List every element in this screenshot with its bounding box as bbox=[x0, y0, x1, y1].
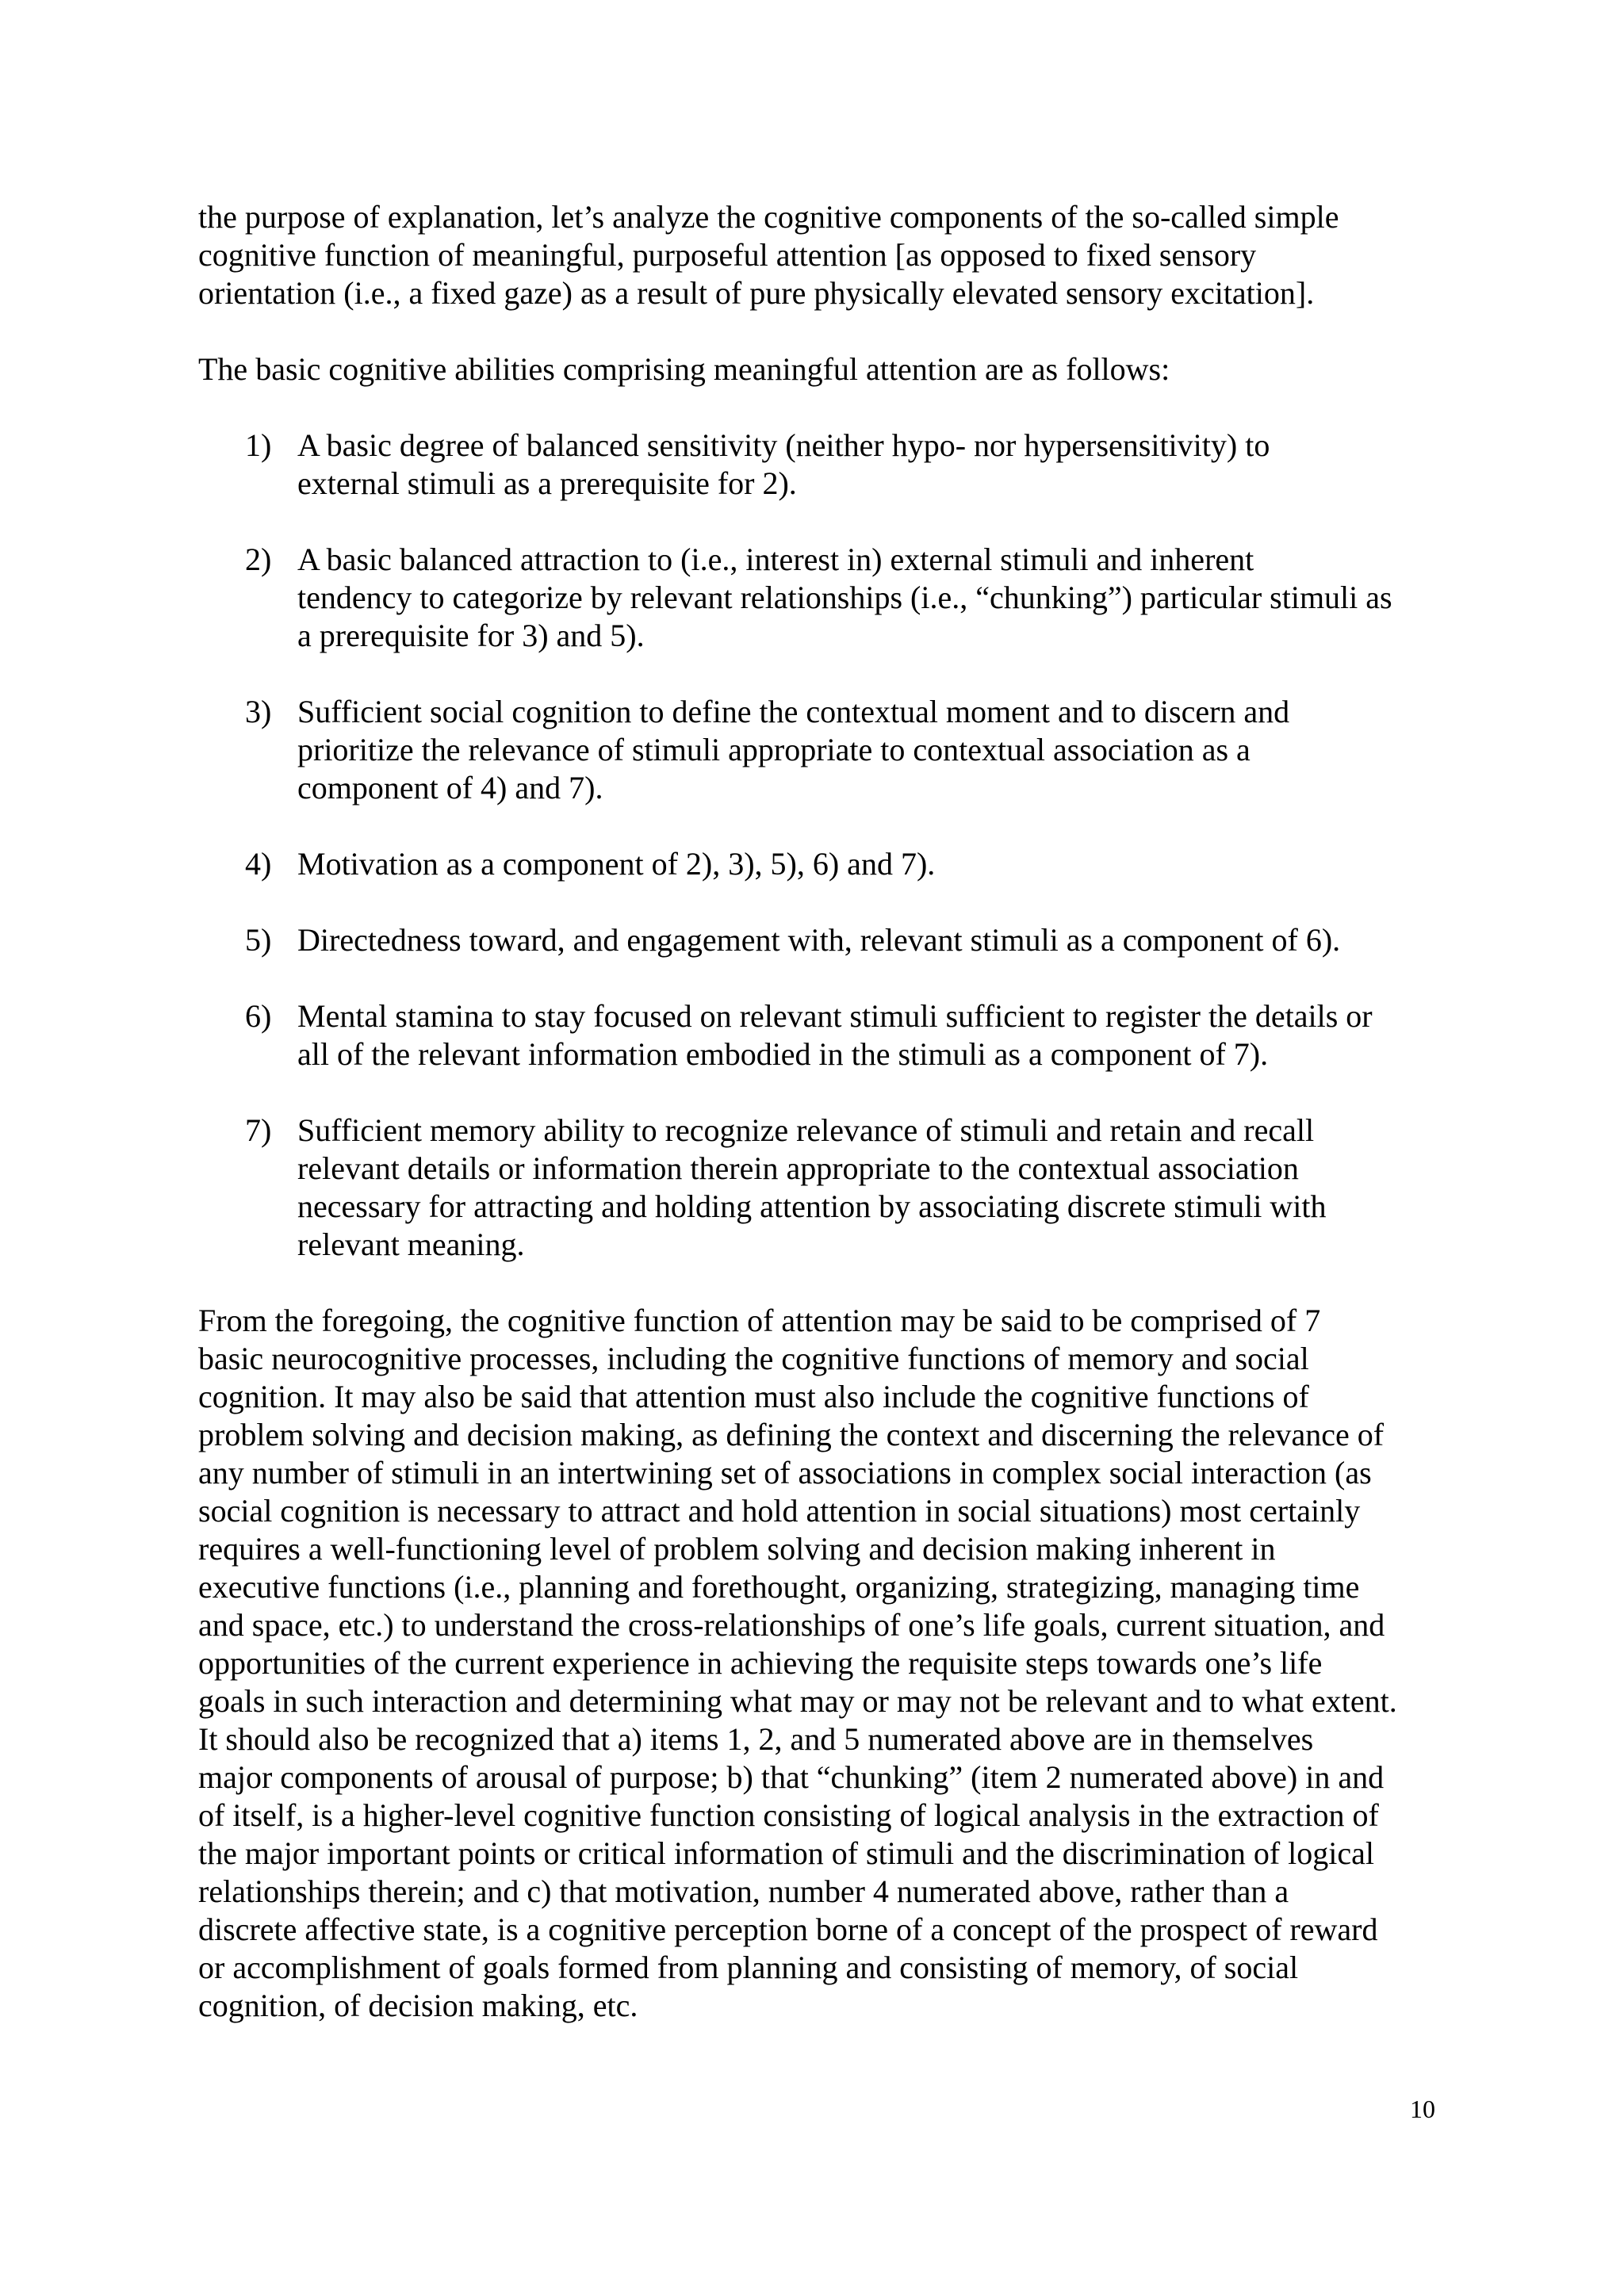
conclusion-line: cognition. It may also be said that attention must also include the cognitive functions of bbox=[198, 1379, 1309, 1414]
conclusion-line: discrete affective state, is a cognitive perception borne of a concept of the prospect of reward bbox=[198, 1911, 1378, 1947]
conclusion-line: It should also be recognized that a) items 1, 2, and 5 numerated above are in themselves bbox=[198, 1721, 1314, 1757]
page-body bbox=[198, 198, 1483, 2025]
list-item-text: Sufficient social cognition to define the contextual moment and to discern and bbox=[297, 694, 1290, 729]
list-item-line: all of the relevant information embodied in the stimuli as a component of 7). bbox=[297, 1036, 1269, 1072]
paragraph-gap bbox=[198, 1073, 1483, 1112]
intro-line: cognitive function of meaningful, purposeful attention [as opposed to fixed sensory bbox=[198, 237, 1257, 273]
paragraph-gap bbox=[198, 807, 1483, 845]
intro-line: the purpose of explanation, let’s analyze the cognitive components of the so-called simple bbox=[198, 199, 1339, 235]
list-item-line: prioritize the relevance of stimuli appropriate to contextual association as a bbox=[297, 732, 1251, 767]
conclusion-line: opportunities of the current experience in achieving the requisite steps towards one’s life bbox=[198, 1645, 1323, 1681]
paragraph-gap bbox=[198, 883, 1483, 921]
list-lead-line: The basic cognitive abilities comprising meaningful attention are as follows: bbox=[198, 351, 1170, 387]
list-item-text: Motivation as a component of 2), 3), 5), 6) and 7). bbox=[297, 846, 936, 882]
conclusion-line: major components of arousal of purpose; b) that “chunking” (item 2 numerated above) in and bbox=[198, 1759, 1385, 1795]
list-number: 5) bbox=[245, 922, 272, 958]
list-item-line: a prerequisite for 3) and 5). bbox=[297, 618, 645, 653]
list-item-line: tendency to categorize by relevant relationships (i.e., “chunking”) particular stimuli as bbox=[297, 580, 1392, 615]
list-number: 2) bbox=[245, 541, 272, 577]
list-item-line: component of 4) and 7). bbox=[297, 770, 603, 806]
list-item-text: A basic balanced attraction to (i.e., interest in) external stimuli and inherent bbox=[297, 541, 1254, 577]
paragraph-gap bbox=[198, 655, 1483, 693]
conclusion-line: goals in such interaction and determining what may or may not be relevant and to what extent. bbox=[198, 1683, 1397, 1719]
list-item-2 bbox=[198, 541, 1483, 579]
paragraph-gap bbox=[198, 959, 1483, 997]
conclusion-line: basic neurocognitive processes, including the cognitive functions of memory and social bbox=[198, 1341, 1309, 1376]
conclusion-line: of itself, is a higher-level cognitive function consisting of logical analysis in the extraction of bbox=[198, 1797, 1379, 1833]
list-item-text: Sufficient memory ability to recognize relevance of stimuli and retain and recall bbox=[297, 1112, 1315, 1148]
list-number: 7) bbox=[245, 1112, 272, 1148]
list-item-line: external stimuli as a prerequisite for 2). bbox=[297, 465, 797, 501]
conclusion-line: or accomplishment of goals formed from planning and consisting of memory, of social bbox=[198, 1950, 1299, 1985]
page-number: 10 bbox=[1410, 2095, 1435, 2123]
conclusion-line: executive functions (i.e., planning and forethought, organizing, strategizing, managing time bbox=[198, 1569, 1360, 1605]
paragraph-gap bbox=[198, 503, 1483, 541]
conclusion-line: the major important points or critical information of stimuli and the discrimination of logical bbox=[198, 1835, 1375, 1871]
conclusion-line: requires a well-functioning level of problem solving and decision making inherent in bbox=[198, 1531, 1276, 1567]
list-item-line: relevant details or information therein appropriate to the contextual association bbox=[297, 1150, 1299, 1186]
list-item-text: Directedness toward, and engagement with, relevant stimuli as a component of 6). bbox=[297, 922, 1341, 958]
list-number: 6) bbox=[245, 998, 272, 1034]
list-number: 4) bbox=[245, 846, 272, 882]
intro-line: orientation (i.e., a fixed gaze) as a result of pure physically elevated sensory excitation]. bbox=[198, 275, 1315, 311]
conclusion-line: problem solving and decision making, as defining the context and discerning the relevance of bbox=[198, 1417, 1385, 1452]
paragraph-gap bbox=[198, 1264, 1483, 1302]
list-item-5 bbox=[198, 921, 1483, 959]
list-item-text: Mental stamina to stay focused on relevant stimuli sufficient to register the details or bbox=[297, 998, 1373, 1034]
paragraph-gap bbox=[198, 312, 1483, 350]
list-item-line: relevant meaning. bbox=[297, 1226, 525, 1262]
list-item-line: necessary for attracting and holding attention by associating discrete stimuli with bbox=[297, 1188, 1327, 1224]
list-item-text: A basic degree of balanced sensitivity (neither hypo- nor hypersensitivity) to bbox=[297, 427, 1270, 463]
conclusion-line: cognition, of decision making, etc. bbox=[198, 1988, 638, 2023]
conclusion-line: social cognition is necessary to attract and hold attention in social situations) most certainly bbox=[198, 1493, 1361, 1529]
list-item-4 bbox=[198, 845, 1483, 883]
list-item-7 bbox=[198, 1112, 1483, 1150]
conclusion-line: relationships therein; and c) that motivation, number 4 numerated above, rather than a bbox=[198, 1873, 1289, 1909]
paragraph-gap bbox=[198, 388, 1483, 427]
list-item-3 bbox=[198, 693, 1483, 731]
conclusion-line: any number of stimuli in an intertwining set of associations in complex social interaction (as bbox=[198, 1455, 1372, 1490]
list-number: 3) bbox=[245, 694, 272, 729]
list-item-1 bbox=[198, 427, 1483, 465]
conclusion-line: From the foregoing, the cognitive function of attention may be said to be comprised of 7 bbox=[198, 1303, 1321, 1338]
list-item-6 bbox=[198, 997, 1483, 1035]
list-number: 1) bbox=[245, 427, 272, 463]
conclusion-line: and space, etc.) to understand the cross-relationships of one’s life goals, current situation, and bbox=[198, 1607, 1385, 1643]
